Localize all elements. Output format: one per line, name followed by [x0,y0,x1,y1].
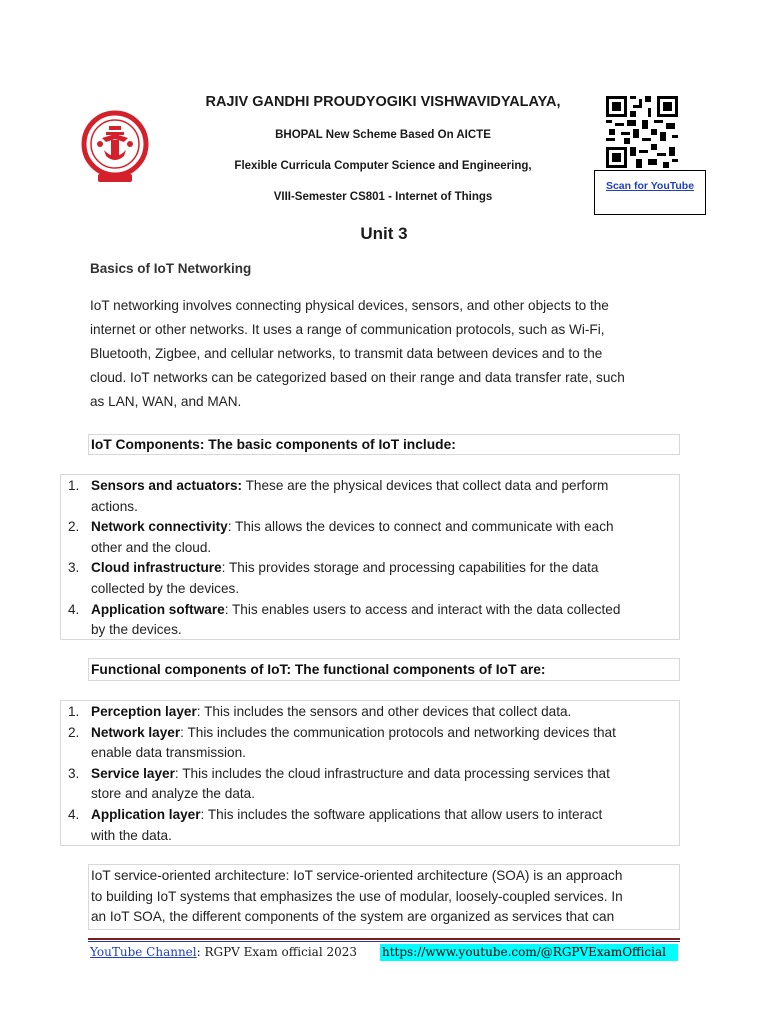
header-line-curricula: Flexible Curricula Computer Science and Engineering, [234,160,532,172]
list-item [1,764,681,805]
list-item [1,723,681,764]
intro-line: Bluetooth, Zigbee, and cellular networks, to transmit data between devices and to the [90,346,603,361]
soa-line: IoT service-oriented architecture: IoT service-oriented architecture (SOA) is an approach [91,868,623,883]
soa-box [88,864,680,930]
youtube-channel-link[interactable]: YouTube Channel [90,945,197,959]
list-item [1,558,681,599]
university-name: RAJIV GANDHI PROUDYOGIKI VISHWAVIDYALAYA, [205,94,561,110]
list-text: : This allows the devices to connect and communicate with each [227,519,614,535]
functional-title-box [88,658,680,681]
scan-for-youtube-link[interactable]: Scan for YouTube [605,180,695,192]
list-text: : This includes the sensors and other devices that collect data. [196,704,572,719]
soa-line: an IoT SOA, the different components of the system are organized as services that can [91,909,615,925]
list-number: 2. [68,519,80,535]
functional-title: Functional components of IoT: The functional components of IoT are: [91,662,546,677]
intro-line: internet or other networks. It uses a range of communication protocols, such as Wi-Fi, [90,322,605,337]
university-logo [80,110,150,186]
list-number: 1. [68,704,80,719]
list-item [1,600,681,641]
list-text-cont: with the data. [91,827,172,843]
list-term: Application layer [91,806,201,822]
scan-box [594,170,706,215]
list-number: 1. [68,478,80,493]
list-number: 4. [68,601,80,617]
components-list [60,474,680,640]
channel-name: : RGPV Exam official 2023 [196,945,358,959]
list-term: Cloud infrastructure [91,560,222,576]
list-number: 3. [68,560,80,576]
list-term: Sensors and actuators: [91,478,243,493]
list-text-cont: store and analyze the data. [91,786,255,802]
intro-line: cloud. IoT networks can be categorized based on their range and data transfer rate, such [90,370,625,385]
intro-paragraph [90,294,690,414]
footer-channel [90,945,357,959]
functional-list [60,700,680,846]
list-term: Network layer [91,724,181,740]
list-term: Application software [91,601,225,617]
section-title: Basics of IoT Networking [90,261,252,276]
header-line-scheme: BHOPAL New Scheme Based On AICTE [275,129,491,141]
list-text-cont: by the devices. [91,622,182,638]
list-text: : This includes the communication protocols and networking devices that [180,724,616,740]
list-item [1,476,681,517]
list-text-cont: other and the cloud. [91,539,212,555]
header-line-course: VIII-Semester CS801 - Internet of Things [273,191,493,203]
list-text: : This enables users to access and interact with the data collected [224,601,621,617]
footer-divider-secondary [88,941,680,942]
list-text-cont: actions. [91,498,138,514]
components-title-box [88,434,680,455]
list-item [1,517,681,558]
list-number: 4. [68,806,80,822]
youtube-url-link[interactable]: https://www.youtube.com/@RGPVExamOfficial [380,944,678,961]
list-number: 2. [68,724,80,740]
intro-line: as LAN, WAN, and MAN. [90,394,242,409]
list-text: : This provides storage and processing capabilities for the data [221,560,599,576]
unit-title: Unit 3 [360,224,408,243]
list-number: 3. [68,765,80,781]
soa-paragraph [89,865,679,928]
intro-line: IoT networking involves connecting physical devices, sensors, and other objects to the [90,298,609,313]
qr-code[interactable] [606,96,678,168]
components-title: IoT Components: The basic components of IoT include: [91,437,456,452]
list-text: : This includes the software applications that allow users to interact [200,806,603,822]
list-text-cont: collected by the devices. [91,580,240,596]
list-term: Service layer [91,765,175,781]
list-text: : This includes the cloud infrastructure and data processing services that [174,765,610,781]
list-text-cont: enable data transmission. [91,745,246,761]
list-item [1,702,681,723]
list-text: These are the physical devices that collect data and perform [242,478,609,493]
list-item [1,805,681,846]
soa-line: to building IoT systems that emphasizes the use of modular, loosely-coupled services. In [91,888,623,904]
list-term: Perception layer [91,704,197,719]
footer-divider [88,938,680,940]
list-term: Network connectivity [91,519,228,535]
